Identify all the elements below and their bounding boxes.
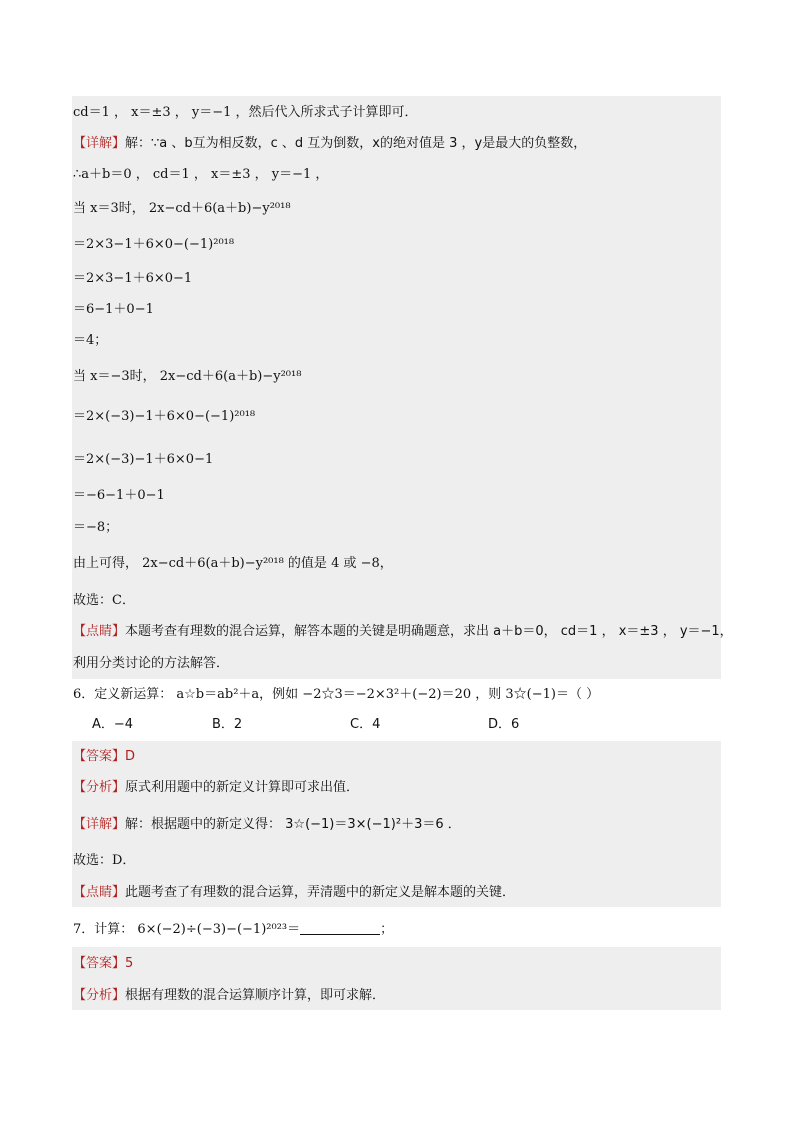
analysis-tag: 【分析】 (73, 780, 126, 795)
q5-case1-head: 当 x＝3时， 2x−cd＋6(a＋b)−y²⁰¹⁸ (73, 201, 291, 216)
q7-answer: 5 (125, 956, 134, 971)
q5-case2-head: 当 x＝−3时， 2x−cd＋6(a＋b)−y²⁰¹⁸ (73, 369, 302, 384)
q5-comment-line (73, 623, 733, 641)
detail-tag: 【详解】 (73, 136, 126, 151)
q6-detail-line (73, 816, 461, 834)
q7-analysis: 根据有理数的混合运算顺序计算，即可求解． (125, 988, 386, 1003)
comment-tag: 【点睛】 (73, 624, 126, 639)
q6-stem: 6．定义新运算： a☆b＝ab²＋a，例如 −2☆3＝−2×3²＋(−2)＝20 ，则 3☆(−1)＝（ ） (73, 687, 600, 702)
q6-comment-line (73, 884, 515, 902)
q6-comment: 此题考查了有理数的混合运算，弄清题中的新定义是解本题的关键． (125, 885, 516, 900)
q5-comment-text: 本题考查有理数的混合运算，解答本题的关键是明确题意，求出 a＋b＝0， cd＝1 ， x＝±3 ， y＝−1， (125, 624, 733, 639)
q5-choice: 故选：C． (73, 593, 135, 608)
answer-tag: 【答案】 (73, 749, 126, 764)
q5-case2-step1: ＝2×(−3)−1＋6×0−(−1)²⁰¹⁸ (73, 409, 256, 424)
q5-comment-text2: 利用分类讨论的方法解答． (73, 656, 230, 671)
q7-analysis-line (73, 987, 385, 1005)
q5-case2-step4: ＝−8； (73, 520, 119, 535)
q6-answer: D (125, 749, 136, 764)
q5-case1-step4: ＝4； (73, 333, 108, 348)
q5-case2-step3: ＝−6−1＋0−1 (73, 488, 165, 503)
q5-therefore: ∴a＋b＝0 ， cd＝1 ， x＝±3 ， y＝−1 ， (73, 167, 329, 182)
q6-analysis: 原式利用题中的新定义计算即可求出值． (125, 780, 360, 795)
q5-case1-step2: ＝2×3−1＋6×0−1 (73, 271, 193, 286)
option-a: A．−4 (92, 717, 134, 732)
q5-detail-text: 解：∵a 、b互为相反数，c 、d 互为倒数，x的绝对值是 3 ，y是最大的负整数， (125, 136, 587, 151)
detail-tag: 【详解】 (73, 817, 126, 832)
q5-detail-line (73, 135, 586, 153)
q5-case1-step1: ＝2×3−1＋6×0−(−1)²⁰¹⁸ (73, 237, 235, 252)
option-c: C．4 (350, 717, 381, 732)
comment-tag: 【点睛】 (73, 885, 126, 900)
q7-stem (73, 920, 393, 939)
answer-tag: 【答案】 (73, 956, 126, 971)
q6-detail: 解：根据题中的新定义得： 3☆(−1)＝3×(−1)²＋3＝6 ． (125, 817, 461, 832)
q5-case1-step3: ＝6−1＋0−1 (73, 302, 154, 317)
analysis-tag: 【分析】 (73, 988, 126, 1003)
q5-conclusion: 由上可得， 2x−cd＋6(a＋b)−y²⁰¹⁸ 的值是 4 或 −8， (73, 556, 393, 571)
q7-stem-text: 7．计算： 6×(−2)÷(−3)−(−1)²⁰²³＝ (73, 922, 301, 937)
q5-case2-step2: ＝2×(−3)−1＋6×0−1 (73, 452, 214, 467)
option-d: D．6 (488, 717, 520, 732)
q5-intro: cd＝1 ， x＝±3 ， y＝−1 ，然后代入所求式子计算即可． (73, 105, 418, 120)
q6-answer-line (73, 748, 135, 766)
q6-choice: 故选：D． (73, 853, 136, 868)
q6-analysis-line (73, 779, 359, 797)
q7-answer-blank[interactable] (300, 920, 380, 935)
q6-options (92, 716, 519, 734)
q7-answer-line (73, 955, 133, 973)
q7-stem-suffix: ； (380, 922, 394, 937)
option-b: B．2 (212, 717, 243, 732)
